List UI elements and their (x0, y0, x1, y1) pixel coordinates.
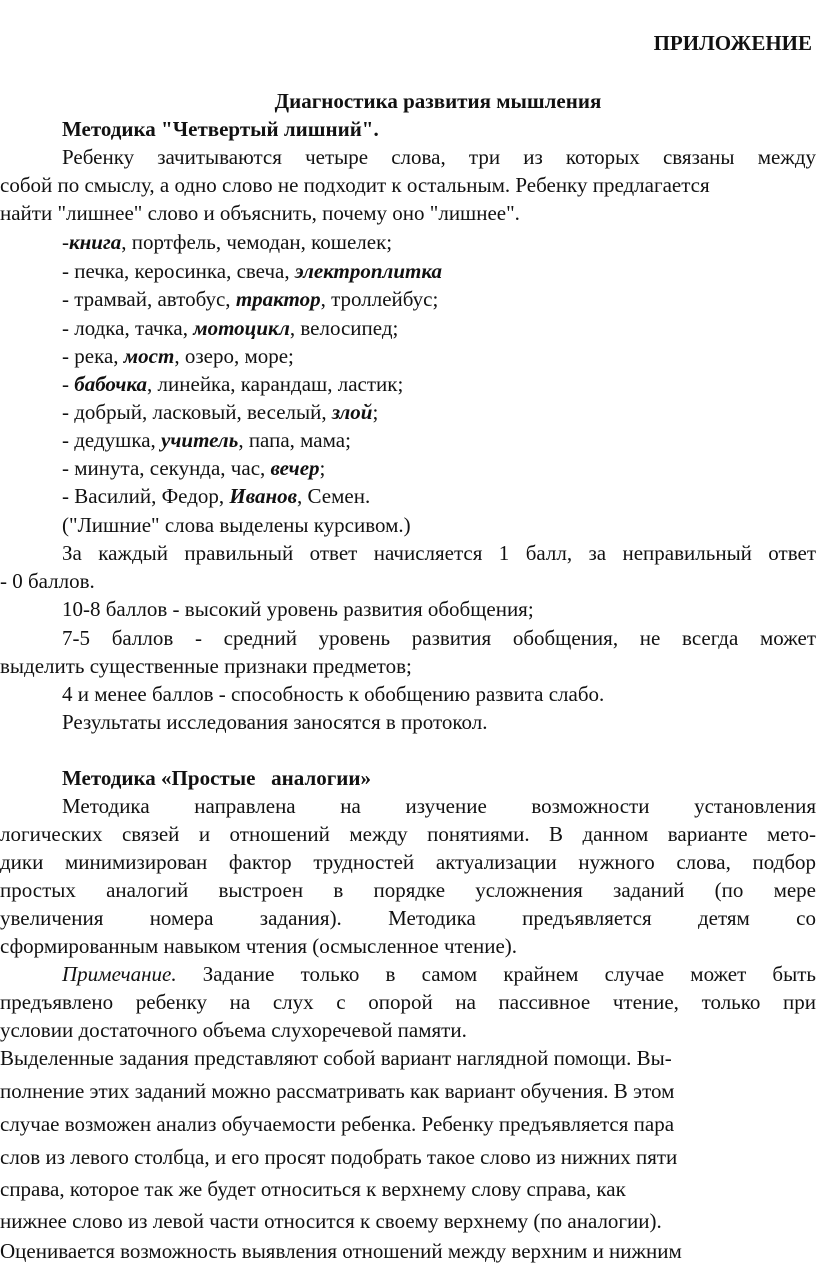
scoring-line: За каждый правильный ответ начисляется 1 балл, за неправильный ответ (62, 541, 816, 565)
odd-word: злой (331, 400, 373, 424)
odd-word: бабочка (74, 372, 148, 396)
scoring-line: - 0 баллов. (0, 569, 95, 593)
level-line: 10-8 баллов - высокий уровень развития обобщения; (62, 597, 534, 621)
method2-para2-line: справа, которое так же будет относиться к верхнему слову справа, как (0, 1177, 626, 1201)
method1-intro-line: Ребенку зачитываются четыре слова, три из которых связаны между (62, 145, 816, 169)
word-list-item: - Василий, Федор, Иванов, Семен. (62, 484, 371, 508)
method2-para1-line: увеличения номера задания). Методика предъявляется детям со (0, 906, 816, 930)
word-list-item: -книга, портфель, чемодан, кошелек; (62, 230, 393, 254)
method1-title: Методика "Четвертый лишний". (62, 117, 379, 141)
odd-word: электроплитка (294, 259, 442, 283)
odd-word: мотоцикл (193, 316, 290, 340)
method2-para1-line: простых аналогий выстроен в порядке усложнения заданий (по мере (0, 878, 816, 902)
method2-title: Методика «Простые аналогии» (62, 766, 371, 790)
method2-para2-line: Оценивается возможность выявления отношений между верхним и нижним (0, 1239, 682, 1263)
word-list-item: - трамвай, автобус, трактор, троллейбус; (62, 287, 439, 311)
appendix-header: ПРИЛОЖЕНИЕ (653, 31, 812, 55)
method1-intro-line: найти "лишнее" слово и объяснить, почему оно "лишнее". (0, 201, 520, 225)
word-list-item: - бабочка, линейка, карандаш, ластик; (62, 372, 404, 396)
results-line: Результаты исследования заносятся в протокол. (62, 710, 488, 734)
odd-word: Иванов (229, 484, 298, 508)
level-line: выделить существенные признаки предметов; (0, 654, 412, 678)
odd-word: трактор (235, 287, 321, 311)
method2-para1-line: сформированным навыком чтения (осмысленное чтение). (0, 934, 518, 958)
method2-para1-line: Методика направлена на изучение возможности установления (62, 794, 816, 818)
word-list-item: - добрый, ласковый, веселый, злой; (62, 400, 379, 424)
method2-para1-line: логических связей и отношений между понятиями. В данном варианте мето- (0, 822, 816, 846)
method2-note-line: Примечание. Задание только в самом крайнем случае может быть (62, 962, 816, 986)
odd-word: книга (69, 230, 122, 254)
method2-note-line: предъявлено ребенку на слух с опорой на пассивное чтение, только при (0, 990, 816, 1014)
method2-para2-line: нижнее слово из левой части относится к своему верхнему (по аналогии). (0, 1209, 662, 1233)
word-list-item: - дедушка, учитель, папа, мама; (62, 428, 351, 452)
word-list-item: - минута, секунда, час, вечер; (62, 456, 326, 480)
page-title: Диагностика развития мышления (274, 89, 602, 113)
method2-para2-line: полнение этих заданий можно рассматривать как вариант обучения. В этом (0, 1079, 675, 1103)
method2-para1-line: дики минимизирован фактор трудностей актуализации нужного слова, подбор (0, 850, 816, 874)
method1-intro-line: собой по смыслу, а одно слово не подходит к остальным. Ребенку предлагается (0, 173, 710, 197)
method2-para2-line: случае возможен анализ обучаемости ребенка. Ребенку предъявляется пара (0, 1112, 675, 1136)
note-label: Примечание. (62, 962, 177, 986)
level-line: 7-5 баллов - средний уровень развития обобщения, не всегда может (62, 626, 816, 650)
word-list-item: - река, мост, озеро, море; (62, 344, 294, 368)
word-list-item: - лодка, тачка, мотоцикл, велосипед; (62, 316, 399, 340)
level-line: 4 и менее баллов - способность к обобщению развита слабо. (62, 682, 605, 706)
odd-word: мост (123, 344, 175, 368)
method2-para2-line: слов из левого столбца, и его просят подобрать такое слово из нижних пяти (0, 1145, 678, 1169)
word-list-item: - печка, керосинка, свеча, электроплитка (62, 259, 442, 283)
method1-note: ("Лишние" слова выделены курсивом.) (62, 513, 411, 537)
method2-note-line: условии достаточного объема слухоречевой памяти. (0, 1018, 467, 1042)
odd-word: учитель (161, 428, 239, 452)
method2-para2-line: Выделенные задания представляют собой вариант наглядной помощи. Вы- (0, 1046, 672, 1070)
odd-word: вечер (270, 456, 320, 480)
